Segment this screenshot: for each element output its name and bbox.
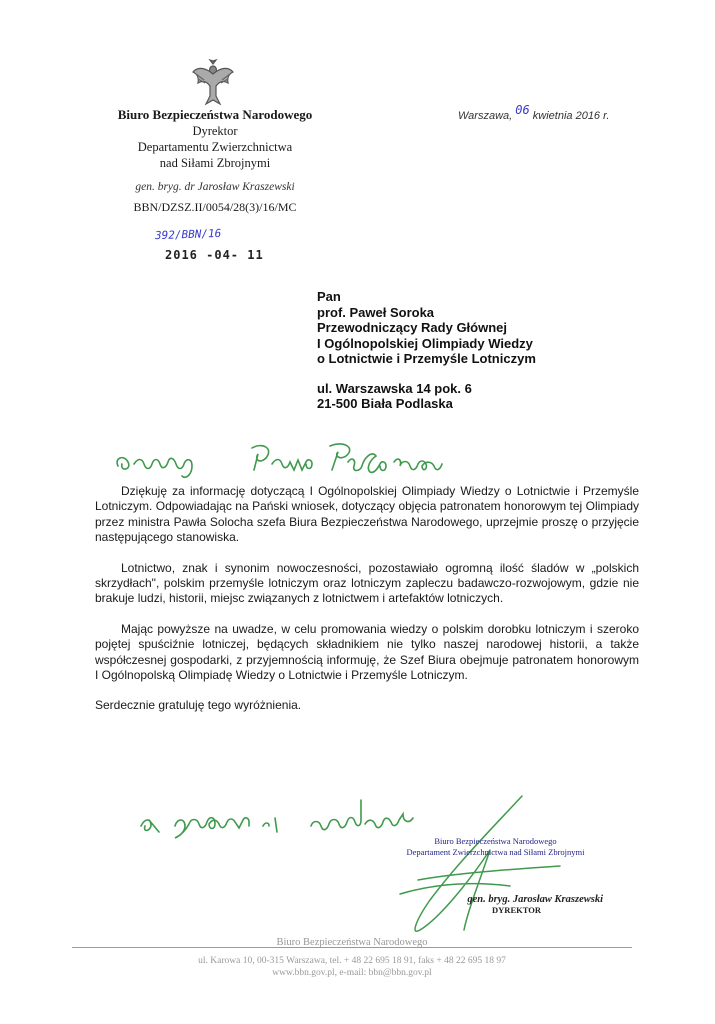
recipient-role-line3: o Lotnictwie i Przemyśle Lotniczym bbox=[317, 351, 536, 366]
received-stamp-date: 2016 -04- 11 bbox=[165, 248, 264, 262]
signature-stamp bbox=[388, 836, 603, 916]
body-paragraph: Mając powyższe na uwadze, w celu promowania wiedzy o polskim dorobku lotniczym i szeroko pojętej spuściźnie lotniczej, będących składnikiem nie tylko naszej narodowej historii, a także współczesnej gospodarki, z przyjemnością informuję, że Szef Biura obejmuje patronatem honorowym I Ogólnopolską Olimpiadę Wiedzy o Lotnictwie i Przemyśle Lotniczym. bbox=[95, 621, 639, 683]
sender-organization: Biuro Bezpieczeństwa Narodowego bbox=[117, 107, 313, 122]
letter-footer bbox=[72, 937, 632, 979]
recipient-name: prof. Paweł Soroka bbox=[317, 304, 435, 320]
sender-department-line2: nad Siłami Zbrojnymi bbox=[159, 156, 271, 170]
place-date-suffix: kwietnia 2016 r. bbox=[532, 110, 610, 122]
eagle-emblem-icon bbox=[190, 58, 236, 106]
footer-address: ul. Karowa 10, 00-315 Warszawa, tel. + 48 22 695 18 91, faks + 48 22 695 18 97 bbox=[198, 956, 506, 966]
footer-organization: Biuro Bezpieczeństwa Narodowego bbox=[276, 937, 428, 948]
recipient-address-line2: 21-500 Biała Podlaska bbox=[317, 396, 453, 411]
recipient-block bbox=[317, 289, 657, 412]
recipient-address-line1: ul. Warszawska 14 pok. 6 bbox=[317, 380, 472, 396]
place-date-prefix: Warszawa, bbox=[458, 110, 513, 122]
sender-block bbox=[70, 107, 360, 215]
footer-web: www.bbn.gov.pl, e-mail: bbn@bbn.gov.pl bbox=[272, 968, 432, 978]
stamp-department: Departament Zwierzchnictwa nad Siłami Zbrojnymi bbox=[406, 847, 585, 857]
place-date bbox=[458, 103, 610, 122]
recipient-role-line1: Przewodniczący Rady Głównej bbox=[317, 320, 507, 335]
reference-number: BBN/DZSZ.II/0054/28(3)/16/MC bbox=[133, 200, 297, 214]
recipient-role-line2: I Ogólnopolskiej Olimpiady Wiedzy bbox=[317, 335, 533, 351]
closing-line: Serdecznie gratuluję tego wyróżnienia. bbox=[95, 698, 302, 713]
place-date-day: 06 bbox=[515, 103, 530, 117]
recipient-title: Pan bbox=[317, 289, 341, 304]
sender-position: Dyrektor bbox=[192, 124, 238, 138]
stamp-signatory-name: gen. bryg. Jarosław Kraszewski bbox=[467, 894, 603, 905]
handwritten-salutation bbox=[112, 438, 484, 482]
body-paragraph: Lotnictwo, znak i synonim nowoczesności, pozostawiało ogromną ilość śladów w „polskich skrzydłach", polskim przemyśle lotniczym oraz lotniczym zapleczu badawczo-rozwojowym, gdzie nie brakuje ludzi, historii, miejsc związanych z lotnictwem i artefaktów lotniczych. bbox=[95, 560, 639, 606]
sender-department-line1: Departamentu Zwierzchnictwa bbox=[137, 140, 293, 154]
body-paragraph: Dziękuję za informację dotyczącą I Ogólnopolskiej Olimpiady Wiedzy o Lotnictwie i Przemyśle Lotniczym. Odpowiadając na Pański wniosek, dotyczący objęcia patronatem honorowym tej Olimpiady przez ministra Pawła Solocha szefa Biura Bezpieczeństwa Narodowego, uprzejmie proszę o przyjęcie następującego stanowiska. bbox=[95, 484, 639, 545]
stamp-signatory-title: DYREKTOR bbox=[492, 905, 541, 915]
letter-body bbox=[95, 484, 639, 729]
stamp-organization: Biuro Bezpieczeństwa Narodowego bbox=[434, 836, 557, 846]
sender-signatory: gen. bryg. dr Jarosław Kraszewski bbox=[135, 181, 295, 193]
handwritten-registry-number: 392/BBN/16 bbox=[154, 226, 222, 243]
